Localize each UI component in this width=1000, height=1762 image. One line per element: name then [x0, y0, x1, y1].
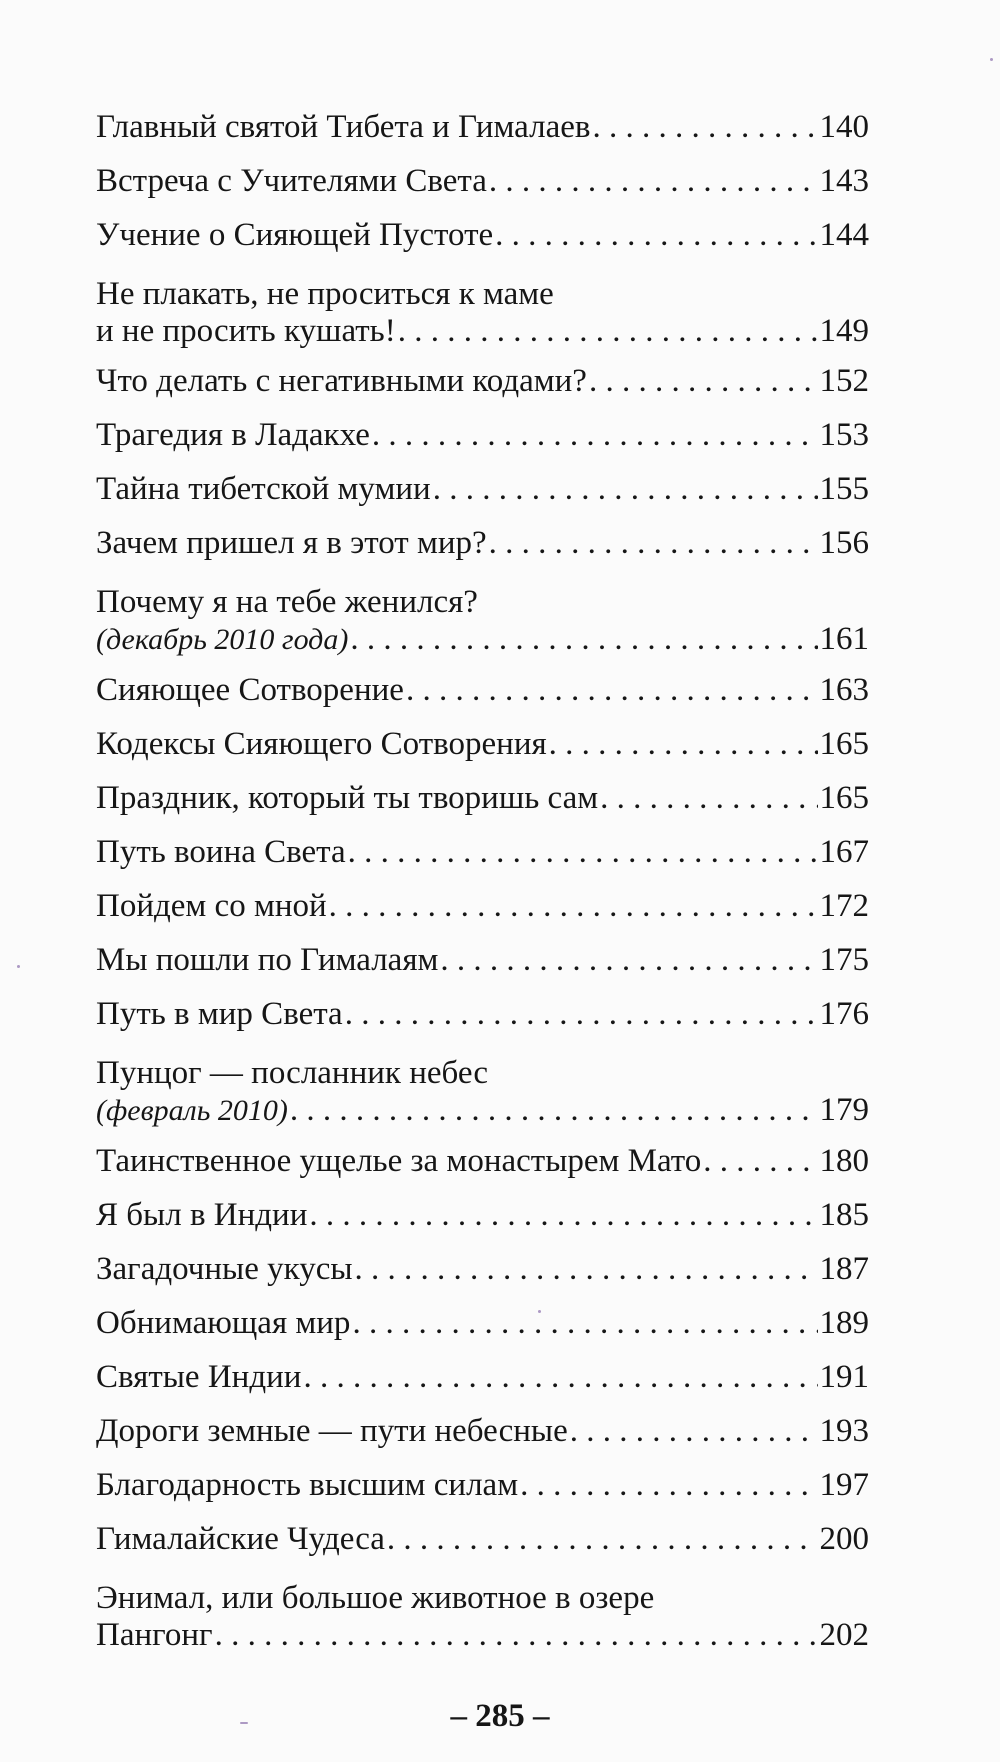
page-number: – 285 – — [450, 1698, 550, 1734]
toc-entry — [96, 879, 869, 933]
toc-entry-page-number: 176 — [819, 996, 869, 1032]
toc-entry-title: Путь воина Света — [96, 834, 346, 870]
toc-entry — [96, 100, 869, 154]
toc-entry-line-with-page — [96, 717, 869, 771]
dot-leader — [440, 933, 817, 987]
toc-entry-line-with-page — [96, 1296, 869, 1350]
toc-entry-line-with-page — [96, 208, 869, 262]
toc-entry — [96, 1404, 869, 1458]
toc-entry-line-with-page — [96, 1616, 869, 1654]
toc-entry — [96, 771, 869, 825]
toc-entry — [96, 1188, 869, 1242]
toc-entry — [96, 663, 869, 717]
dot-leader — [215, 1616, 818, 1654]
toc-entry-title: Пунцог — посланник небес — [96, 1055, 488, 1091]
toc-entry-title: Таинственное ущелье за монастырем Мато — [96, 1143, 702, 1179]
toc-entry-page-number: 153 — [819, 417, 869, 453]
dot-leader — [398, 312, 818, 350]
toc-entry-title: Мы пошли по Гималаям — [96, 942, 439, 978]
dot-leader — [489, 154, 818, 208]
print-speck — [17, 965, 20, 968]
toc-entry-title: Гималайские Чудеса — [96, 1521, 385, 1557]
dot-leader — [433, 462, 818, 516]
dot-leader — [290, 1091, 818, 1129]
toc-entry-line-with-page — [96, 933, 869, 987]
dot-leader — [489, 516, 818, 570]
print-speck — [538, 1310, 541, 1313]
toc-entry-page-number: 167 — [819, 834, 869, 870]
toc-entry — [96, 1055, 869, 1130]
toc-entry-page-number: 172 — [819, 888, 869, 924]
toc-entry-title-continuation: (декабрь 2010 года) — [96, 623, 349, 656]
toc-entry-line-with-page — [96, 100, 869, 154]
toc-entry-title: Путь в мир Света — [96, 996, 343, 1032]
dot-leader — [350, 620, 817, 658]
toc-entry-line-with-page — [96, 1404, 869, 1458]
toc-entry-line-with-page — [96, 987, 869, 1041]
toc-entry-line-with-page — [96, 1350, 869, 1404]
toc-entry-title: Я был в Индии — [96, 1197, 308, 1233]
toc-entry-page-number: 193 — [819, 1413, 869, 1449]
toc-entry-page-number: 187 — [819, 1251, 869, 1287]
toc-entry-title-continuation: (февраль 2010) — [96, 1094, 288, 1127]
toc-entry-title-continuation: Пангонг — [96, 1617, 213, 1653]
toc-entry-page-number: 161 — [819, 621, 869, 657]
toc-entry — [96, 825, 869, 879]
toc-entry-line-with-page — [96, 620, 869, 659]
dot-leader — [570, 1404, 818, 1458]
toc-entry — [96, 1580, 869, 1654]
toc-entry-line-with-page — [96, 879, 869, 933]
toc-entry-title: Главный святой Тибета и Гималаев — [96, 109, 591, 145]
toc-entry — [96, 276, 869, 350]
toc-entry-page-number: 185 — [819, 1197, 869, 1233]
print-speck — [990, 58, 993, 61]
toc-entry-page-number: 155 — [819, 471, 869, 507]
dot-leader — [495, 208, 817, 262]
toc-entry-page-number: 143 — [819, 163, 869, 199]
toc-entry — [96, 1512, 869, 1566]
toc-entry-title: Учение о Сияющей Пустоте — [96, 217, 494, 253]
toc-entry — [96, 987, 869, 1041]
toc-entry-title: Встреча с Учителями Света — [96, 163, 487, 199]
toc-entry-page-number: 165 — [819, 780, 869, 816]
toc-entry-line-with-page — [96, 1458, 869, 1512]
table-of-contents — [96, 100, 869, 1658]
toc-entry-line — [96, 1055, 869, 1091]
toc-entry-line-with-page — [96, 825, 869, 879]
dot-leader — [600, 771, 817, 825]
toc-entry-title: Пойдем со мной — [96, 888, 327, 924]
dot-leader — [703, 1134, 817, 1188]
toc-entry — [96, 516, 869, 570]
toc-entry-page-number: 197 — [819, 1467, 869, 1503]
toc-entry-line-with-page — [96, 1188, 869, 1242]
toc-entry — [96, 154, 869, 208]
toc-entry-page-number: 189 — [819, 1305, 869, 1341]
toc-entry-title-continuation: и не просить кушать! — [96, 313, 396, 349]
toc-entry-page-number: 144 — [819, 217, 869, 253]
toc-entry — [96, 208, 869, 262]
toc-entry-line-with-page — [96, 408, 869, 462]
dot-leader — [345, 987, 818, 1041]
toc-entry-line-with-page — [96, 516, 869, 570]
toc-entry — [96, 933, 869, 987]
print-speck — [240, 1722, 248, 1724]
toc-entry-title: Энимал, или большое животное в озере — [96, 1580, 655, 1616]
toc-entry — [96, 408, 869, 462]
toc-entry-page-number: 156 — [819, 525, 869, 561]
dot-leader — [387, 1512, 818, 1566]
toc-entry-title: Зачем пришел я в этот мир? — [96, 525, 487, 561]
toc-entry-line — [96, 584, 869, 620]
toc-entry-title: Трагедия в Ладакхе — [96, 417, 370, 453]
dot-leader — [348, 825, 818, 879]
toc-entry-line-with-page — [96, 312, 869, 350]
toc-entry-page-number: 149 — [819, 313, 869, 349]
dot-leader — [592, 100, 817, 154]
toc-entry-title: Не плакать, не проситься к маме — [96, 276, 554, 312]
dot-leader — [329, 879, 818, 933]
toc-entry — [96, 1242, 869, 1296]
toc-entry-line-with-page — [96, 462, 869, 516]
toc-entry-page-number: 191 — [819, 1359, 869, 1395]
toc-entry-title: Благодарность высшим силам — [96, 1467, 519, 1503]
toc-entry — [96, 1296, 869, 1350]
toc-entry-page-number: 179 — [819, 1092, 869, 1128]
toc-entry-line-with-page — [96, 154, 869, 208]
toc-entry — [96, 462, 869, 516]
toc-entry — [96, 1458, 869, 1512]
toc-entry — [96, 1350, 869, 1404]
toc-entry-title: Обнимающая мир — [96, 1305, 351, 1341]
toc-entry-title: Что делать с негативными кодами? — [96, 363, 587, 399]
toc-entry-line-with-page — [96, 354, 869, 408]
toc-entry-page-number: 152 — [819, 363, 869, 399]
toc-entry-page-number: 200 — [819, 1521, 869, 1557]
dot-leader — [520, 1458, 817, 1512]
toc-entry — [96, 584, 869, 659]
toc-entry-line-with-page — [96, 1091, 869, 1130]
dot-leader — [549, 717, 818, 771]
dot-leader — [406, 663, 818, 717]
toc-entry-line-with-page — [96, 663, 869, 717]
toc-entry — [96, 1134, 869, 1188]
dot-leader — [372, 408, 818, 462]
toc-entry-line-with-page — [96, 771, 869, 825]
toc-entry — [96, 354, 869, 408]
toc-entry-page-number: 202 — [819, 1617, 869, 1653]
toc-entry-line — [96, 276, 869, 312]
toc-entry-title: Почему я на тебе женился? — [96, 584, 478, 620]
dot-leader — [589, 354, 818, 408]
toc-entry-title: Тайна тибетской мумии — [96, 471, 431, 507]
toc-entry-line-with-page — [96, 1242, 869, 1296]
dot-leader — [309, 1188, 817, 1242]
toc-entry-line — [96, 1580, 869, 1616]
toc-entry-title: Святые Индии — [96, 1359, 302, 1395]
toc-entry-title: Праздник, который ты творишь сам — [96, 780, 599, 816]
dot-leader — [355, 1242, 818, 1296]
toc-entry-title: Кодексы Сияющего Сотворения — [96, 726, 547, 762]
dot-leader — [303, 1350, 817, 1404]
toc-entry-page-number: 165 — [819, 726, 869, 762]
toc-entry-title: Дороги земные — пути небесные — [96, 1413, 568, 1449]
toc-entry-page-number: 175 — [819, 942, 869, 978]
toc-entry-line-with-page — [96, 1134, 869, 1188]
toc-entry-page-number: 163 — [819, 672, 869, 708]
toc-entry-page-number: 180 — [819, 1143, 869, 1179]
toc-entry-page-number: 140 — [819, 109, 869, 145]
dot-leader — [352, 1296, 817, 1350]
toc-entry — [96, 717, 869, 771]
toc-entry-line-with-page — [96, 1512, 869, 1566]
toc-entry-title: Загадочные укусы — [96, 1251, 353, 1287]
toc-entry-title: Сияющее Сотворение — [96, 672, 404, 708]
